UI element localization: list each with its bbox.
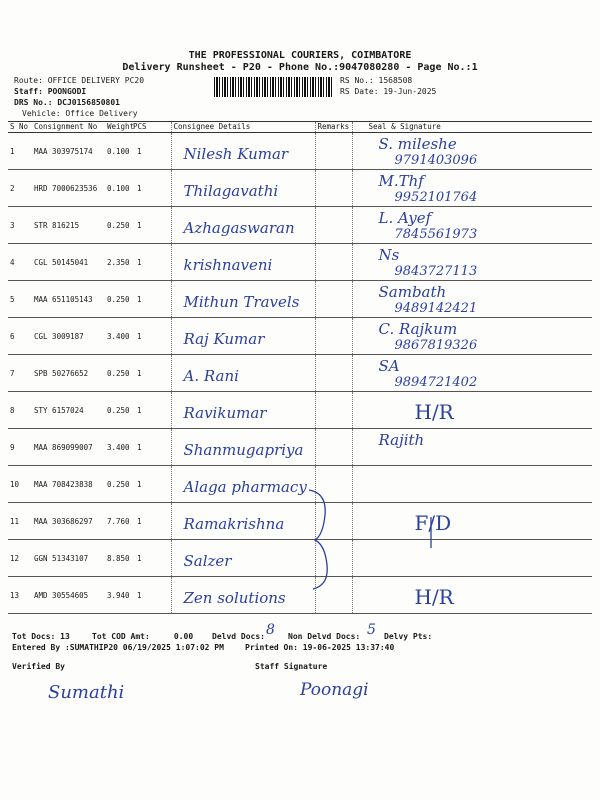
staff-label: Staff: POONGODI <box>14 87 87 96</box>
row-pcs: 1 <box>131 244 171 281</box>
table-row <box>8 392 592 429</box>
row-seal <box>352 281 592 318</box>
row-weight: 3.940 <box>105 577 131 614</box>
row-consignment: MAA 869099007 <box>32 429 105 466</box>
row-consignment: STY 6157024 <box>32 392 105 429</box>
row-remarks <box>315 281 352 318</box>
non-delivered-docs-label: Non Delvd Docs: <box>288 632 361 641</box>
row-seal <box>352 392 592 429</box>
row-seal <box>352 466 592 503</box>
row-pcs: 1 <box>131 170 171 207</box>
row-weight: 3.400 <box>105 429 131 466</box>
row-weight: 0.250 <box>105 355 131 392</box>
table-row <box>8 170 592 207</box>
row-pcs: 1 <box>131 429 171 466</box>
col-seal: Seal & Signature <box>352 122 592 133</box>
printed-on: Printed On: 19-06-2025 13:37:40 <box>245 643 395 652</box>
row-weight: 0.100 <box>105 170 131 207</box>
consignee-name: Ramakrishna <box>183 515 285 533</box>
signature-phone: 9843727113 <box>394 264 478 279</box>
signature-phone: 7845561973 <box>394 227 478 242</box>
row-sno: 5 <box>8 281 32 318</box>
signature-phone: 9791403096 <box>394 153 478 168</box>
delivered-docs-label: Delvd Docs: <box>212 632 265 641</box>
signature-name: H/R <box>414 585 454 609</box>
row-pcs: 1 <box>131 207 171 244</box>
delivery-points-label: Delvy Pts: <box>384 632 433 641</box>
row-remarks <box>315 244 352 281</box>
row-seal <box>352 133 592 170</box>
consignee-name: Ravikumar <box>183 404 267 422</box>
row-weight: 0.100 <box>105 133 131 170</box>
row-pcs: 1 <box>131 318 171 355</box>
consignee-name: Azhagaswaran <box>183 219 295 237</box>
row-consignment: CGL 50145041 <box>32 244 105 281</box>
signature-name: M.Thf <box>378 172 424 190</box>
row-consignee <box>171 170 315 207</box>
row-remarks <box>315 170 352 207</box>
row-sno: 7 <box>8 355 32 392</box>
consignee-name: Shanmugapriya <box>183 441 304 459</box>
row-seal <box>352 429 592 466</box>
table-row <box>8 429 592 466</box>
staff-signature-label: Staff Signature <box>255 662 328 671</box>
row-sno: 1 <box>8 133 32 170</box>
runsheet-subtitle: Delivery Runsheet - P20 - Phone No.:9047080280 - Page No.:1 <box>122 62 478 73</box>
consignee-name: A. Rani <box>183 367 239 385</box>
row-weight: 0.250 <box>105 466 131 503</box>
consignee-name: Thilagavathi <box>183 182 279 200</box>
col-remarks: Remarks <box>315 122 352 133</box>
signature-name: H/R <box>414 400 454 424</box>
signature-name: SA <box>378 357 400 375</box>
row-consignment: STR 816215 <box>32 207 105 244</box>
row-seal <box>352 355 592 392</box>
row-sno: 13 <box>8 577 32 614</box>
bracket-mark <box>305 485 335 595</box>
row-consignment: MAA 651105143 <box>32 281 105 318</box>
table-row <box>8 466 592 503</box>
row-consignment: MAA 303686297 <box>32 503 105 540</box>
table-header-row <box>8 122 592 133</box>
row-seal <box>352 540 592 577</box>
consignee-name: krishnaveni <box>183 256 273 274</box>
row-remarks <box>315 207 352 244</box>
row-pcs: 1 <box>131 540 171 577</box>
non-delivered-docs-value: 5 <box>367 622 376 638</box>
row-pcs: 1 <box>131 503 171 540</box>
row-sno: 6 <box>8 318 32 355</box>
verified-signature: Sumathi <box>48 682 125 703</box>
row-pcs: 1 <box>131 355 171 392</box>
row-seal <box>352 503 592 540</box>
signature-name: S. mileshe <box>378 135 457 153</box>
table-row <box>8 281 592 318</box>
row-consignee <box>171 133 315 170</box>
row-sno: 8 <box>8 392 32 429</box>
row-pcs: 1 <box>131 392 171 429</box>
entered-by: Entered By :SUMATHIP20 06/19/2025 1:07:02 PM <box>12 643 224 652</box>
route-label: Route: OFFICE DELIVERY PC20 <box>14 76 145 85</box>
consignee-name: Nilesh Kumar <box>183 145 289 163</box>
row-weight: 7.760 <box>105 503 131 540</box>
row-sno: 12 <box>8 540 32 577</box>
row-pcs: 1 <box>131 281 171 318</box>
row-sno: 10 <box>8 466 32 503</box>
signature-name: F/D <box>414 511 452 535</box>
signature-phone: 9867819326 <box>394 338 478 353</box>
vehicle-label: Vehicle: Office Delivery <box>22 109 138 118</box>
row-remarks <box>315 133 352 170</box>
signature-name: C. Rajkum <box>378 320 458 338</box>
row-consignee <box>171 318 315 355</box>
signature-phone: 9489142421 <box>394 301 478 316</box>
consignee-name: Mithun Travels <box>183 293 300 311</box>
signature-name: Sambath <box>378 283 447 301</box>
row-sno: 11 <box>8 503 32 540</box>
row-consignee <box>171 577 315 614</box>
consignee-name: Raj Kumar <box>183 330 265 348</box>
table-row <box>8 355 592 392</box>
delivered-docs-value: 8 <box>266 622 275 638</box>
signature-name: Ns <box>378 246 400 264</box>
row-seal <box>352 577 592 614</box>
consignee-name: Alaga pharmacy <box>183 478 307 496</box>
row-remarks <box>315 318 352 355</box>
row-weight: 2.350 <box>105 244 131 281</box>
signature-name: L. Ayef <box>378 209 432 227</box>
col-weight: Weight <box>107 122 135 131</box>
rs-date: RS Date: 19-Jun-2025 <box>340 87 437 96</box>
row-consignee <box>171 244 315 281</box>
table-row <box>8 577 592 614</box>
row-pcs: 1 <box>131 133 171 170</box>
row-consignment: SPB 50276652 <box>32 355 105 392</box>
row-consignee <box>171 355 315 392</box>
row-consignee <box>171 429 315 466</box>
row-consignment: CGL 3009187 <box>32 318 105 355</box>
total-cod: Tot COD Amt: 0.00 <box>92 632 194 641</box>
row-consignee <box>171 503 315 540</box>
row-remarks <box>315 429 352 466</box>
row-consignment: MAA 303975174 <box>32 133 105 170</box>
col-consignee: Consignee Details <box>171 122 315 133</box>
row-seal <box>352 207 592 244</box>
row-seal <box>352 244 592 281</box>
row-sno: 2 <box>8 170 32 207</box>
signature-name: Rajith <box>378 431 425 449</box>
signature-phone: 9894721402 <box>394 375 478 390</box>
row-remarks <box>315 355 352 392</box>
table-row <box>8 503 592 540</box>
row-weight: 0.250 <box>105 281 131 318</box>
consignee-name: Salzer <box>183 552 232 570</box>
col-consignment: Consignment No <box>32 122 105 133</box>
drs-number: DRS No.: DCJ0156850801 <box>14 98 120 107</box>
signature-phone: 9952101764 <box>394 190 478 205</box>
row-consignee <box>171 466 315 503</box>
verified-by-label: Verified By <box>12 662 65 671</box>
table-row <box>8 244 592 281</box>
row-weight: 0.250 <box>105 207 131 244</box>
row-pcs: 1 <box>131 466 171 503</box>
barcode <box>214 77 334 97</box>
row-remarks <box>315 392 352 429</box>
consignee-name: Zen solutions <box>183 589 286 607</box>
row-seal <box>352 318 592 355</box>
runsheet-table <box>8 121 592 614</box>
row-consignment: HRD 7000623536 <box>32 170 105 207</box>
col-pcs: PCS <box>131 122 171 133</box>
row-seal <box>352 170 592 207</box>
row-pcs: 1 <box>131 577 171 614</box>
table-row <box>8 540 592 577</box>
company-name: THE PROFESSIONAL COURIERS, COIMBATORE <box>188 50 412 61</box>
total-docs: Tot Docs: 13 <box>12 632 70 641</box>
row-weight: 3.400 <box>105 318 131 355</box>
table-row <box>8 133 592 170</box>
row-sno: 3 <box>8 207 32 244</box>
row-consignee <box>171 207 315 244</box>
row-sno: 9 <box>8 429 32 466</box>
row-consignment: GGN 51343107 <box>32 540 105 577</box>
table-row <box>8 318 592 355</box>
row-consignment: MAA 708423838 <box>32 466 105 503</box>
row-consignee <box>171 540 315 577</box>
row-weight: 8.850 <box>105 540 131 577</box>
row-consignment: AMD 30554605 <box>32 577 105 614</box>
rs-number: RS No.: 1568508 <box>340 76 413 85</box>
row-consignee <box>171 392 315 429</box>
row-sno: 4 <box>8 244 32 281</box>
row-weight: 0.250 <box>105 392 131 429</box>
staff-signature: Poonagi <box>300 680 369 700</box>
col-sno: S No <box>8 122 32 133</box>
row-consignee <box>171 281 315 318</box>
table-row <box>8 207 592 244</box>
pen-stroke <box>428 515 434 550</box>
